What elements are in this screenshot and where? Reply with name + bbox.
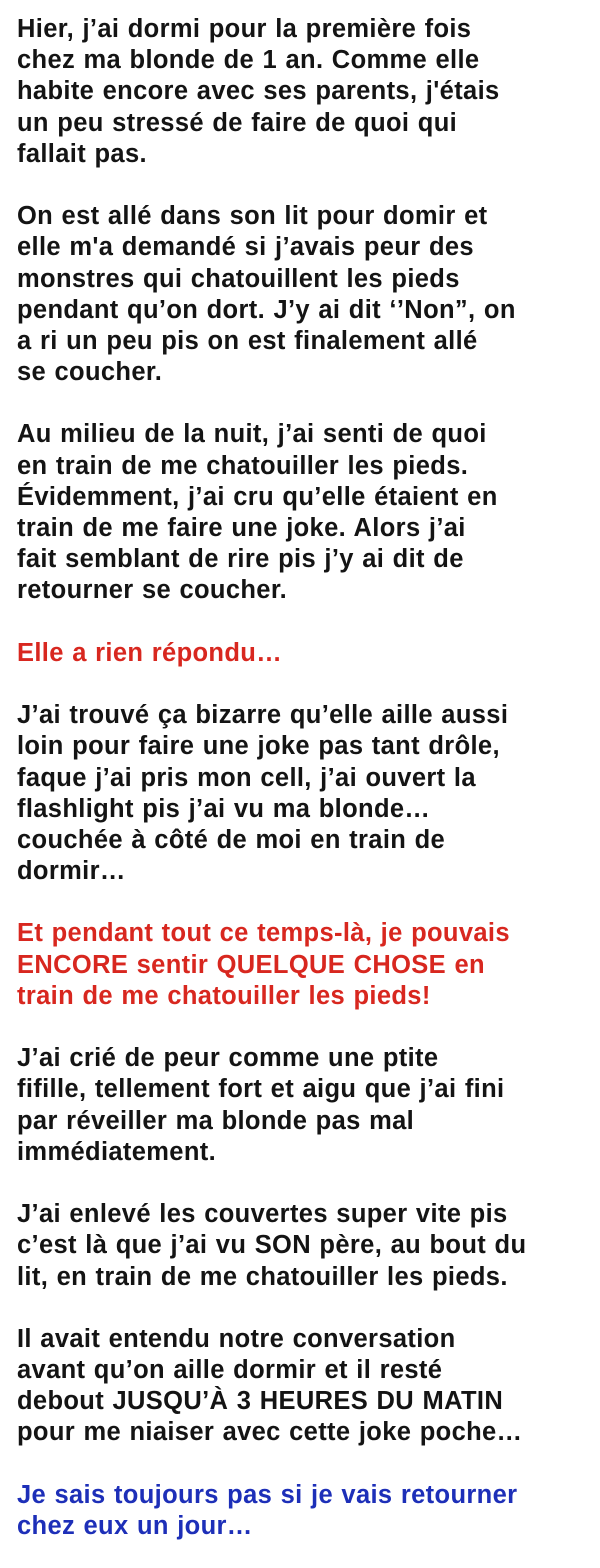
text-line: chez eux un jour… — [17, 1512, 253, 1540]
text-line: elle m'a demandé si j’avais peur des — [17, 233, 474, 262]
text-line: J’ai enlevé les couvertes super vite pis — [17, 1200, 508, 1229]
text-line: monstres qui chatouillent les pieds — [17, 264, 460, 293]
text-line: pour me niaiser avec cette joke poche… — [17, 1418, 523, 1447]
text-line: habite encore avec ses parents, j'étais — [17, 77, 500, 106]
text-line: Évidemment, j’ai cru qu’elle étaient en — [17, 482, 498, 511]
text-line: Elle a rien répondu… — [17, 638, 283, 667]
text-line: pendant qu’on dort. J’y ai dit ‘’Non”, on — [17, 295, 516, 324]
text-line: en train de me chatouiller les pieds. — [17, 451, 469, 480]
text-line: debout JUSQU’À 3 HEURES DU MATIN — [17, 1387, 504, 1416]
text-line: J’ai crié de peur comme une ptite — [17, 1044, 439, 1073]
text-line: par réveiller ma blonde pas mal — [17, 1106, 415, 1135]
text-line: se coucher. — [17, 358, 163, 387]
text-line: fallait pas. — [17, 139, 147, 168]
text-line: On est allé dans son lit pour domir et — [17, 202, 488, 231]
paragraph-3am — [17, 1324, 592, 1449]
text-line: lit, en train de me chatouiller les pieds. — [17, 1262, 508, 1291]
story-text — [17, 14, 592, 1542]
paragraph-night — [17, 419, 592, 606]
paragraph-intro — [17, 14, 592, 170]
text-line: loin pour faire une joke pas tant drôle, — [17, 732, 500, 761]
text-line: Au milieu de la nuit, j’ai senti de quoi — [17, 420, 487, 449]
text-line: chez ma blonde de 1 an. Comme elle — [17, 46, 480, 75]
text-line: train de me faire une joke. Alors j’ai — [17, 514, 466, 542]
text-line: Et pendant tout ce temps-là, je pouvais — [17, 919, 510, 948]
paragraph-ending — [17, 1480, 592, 1542]
text-line: ENCORE sentir QUELQUE CHOSE en — [17, 950, 485, 979]
paragraph-father — [17, 1199, 592, 1293]
paragraph-bed — [17, 201, 592, 388]
paragraph-scream — [17, 1043, 592, 1168]
text-line: Je sais toujours pas si je vais retourner — [17, 1480, 518, 1509]
text-line: train de me chatouiller les pieds! — [17, 981, 431, 1010]
text-line: Il avait entendu notre conversation — [17, 1324, 456, 1353]
text-line: fifille, tellement fort et aigu que j’ai fini — [17, 1075, 505, 1104]
text-line: dormir… — [17, 857, 126, 886]
text-line: J’ai trouvé ça bizarre qu’elle aille aussi — [17, 701, 509, 730]
text-line: faque j’ai pris mon cell, j’ai ouvert la — [17, 763, 476, 792]
text-line: couchée à côté de moi en train de — [17, 825, 446, 854]
text-line: immédiatement. — [17, 1137, 217, 1166]
text-line: c’est là que j’ai vu SON père, au bout du — [17, 1231, 527, 1260]
text-line: flashlight pis j’ai vu ma blonde… — [17, 794, 431, 823]
text-line: Hier, j’ai dormi pour la première fois — [17, 15, 472, 43]
text-line: retourner se coucher. — [17, 576, 288, 605]
text-line: avant qu’on aille dormir et il resté — [17, 1356, 443, 1385]
text-line: a ri un peu pis on est finalement allé — [17, 326, 478, 355]
paragraph-still-tickling — [17, 918, 592, 1012]
paragraph-flashlight — [17, 700, 592, 887]
text-line: un peu stressé de faire de quoi qui — [17, 108, 458, 137]
paragraph-no-answer — [17, 638, 592, 669]
text-line: fait semblant de rire pis j’y ai dit de — [17, 545, 464, 574]
